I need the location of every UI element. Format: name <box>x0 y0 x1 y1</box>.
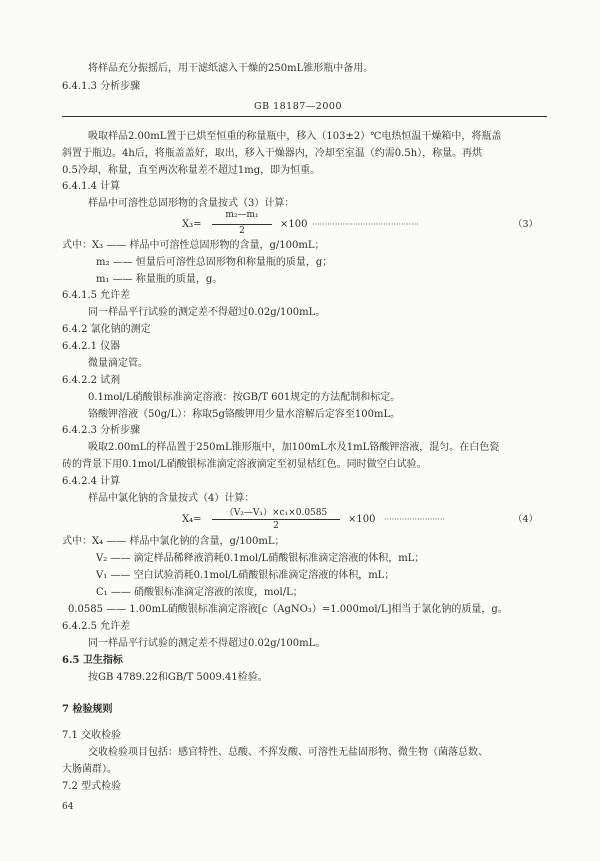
fraction-bar <box>212 224 272 225</box>
section-heading: 6.4.1.4 计算 <box>62 181 121 192</box>
text-line: 0.0585 —— 1.00mL硝酸银标准滴定溶液[c（AgNO₃）=1.000mol/L]相当于氯化钠的质量，g。 <box>68 604 508 615</box>
text-line: 大肠菌群）。 <box>62 764 117 775</box>
section-heading: 6.4.2.5 允许差 <box>62 621 131 632</box>
text-line: 微量滴定管。 <box>88 358 148 369</box>
fraction-bar <box>212 519 340 520</box>
section-heading: 6.4.2.3 分析步骤 <box>62 425 141 436</box>
standard-id: GB 18187—2000 <box>254 101 342 112</box>
text-line: 0.1mol/L硝酸银标准滴定溶液：按GB/T 601规定的方法配制和标定。 <box>88 392 401 403</box>
section-heading: 6.4.2.4 计算 <box>62 476 121 487</box>
text-line: 吸取样品2.00mL置于已烘至恒重的称量瓶中，移入（103±2）℃电热恒温干燥箱中，将瓶盖 <box>88 131 502 142</box>
formula-dots: ························ <box>384 515 446 524</box>
chapter-heading: 7 检验规则 <box>62 704 113 715</box>
text-line: 式中：X₄ —— 样品中氯化钠的含量，g/100mL； <box>62 536 285 547</box>
text-line: V₂ —— 滴定样品稀释液消耗0.1mol/L硝酸银标准滴定溶液的体积，mL； <box>96 553 425 564</box>
formula-numerator: （V₂—V₁）×c₁×0.0585 <box>224 508 328 518</box>
page-number: 64 <box>62 802 74 812</box>
section-heading: 6.5 卫生指标 <box>62 655 123 666</box>
equation-number: （3） <box>513 219 539 230</box>
text-line: 将样品充分振摇后，用干滤纸滤入干燥的250mL锥形瓶中备用。 <box>88 63 374 74</box>
text-line: 吸取2.00mL的样品置于250mL锥形瓶中，加100mL水及1mL铬酸钾溶液，混匀。在白色瓷 <box>88 442 500 453</box>
text-line: 式中：X₃ —— 样品中可溶性总固形物的含量，g/100mL； <box>62 240 325 251</box>
text-line: 同一样品平行试验的测定差不得超过0.02g/100mL。 <box>88 307 326 318</box>
formula-dots: ·········································· <box>312 220 419 229</box>
formula-multiplier: ×100 <box>348 514 376 525</box>
formula-multiplier: ×100 <box>280 219 308 230</box>
equation-number: （4） <box>513 514 539 525</box>
text-line: 同一样品平行试验的测定差不得超过0.02g/100mL。 <box>88 638 326 649</box>
header-rule <box>62 116 547 117</box>
section-heading: 7.1 交收检验 <box>62 730 122 741</box>
text-line: 样品中可溶性总固形物的含量按式（3）计算： <box>88 198 295 209</box>
text-line: 按GB 4789.22和GB/T 5009.41检验。 <box>88 672 268 683</box>
text-line: 砖的背景下用0.1mol/L硝酸银标准滴定溶液滴定至初显桔红色。同时做空白试验。 <box>62 459 427 470</box>
section-heading: 6.4.1.5 允许差 <box>62 290 131 301</box>
formula-denominator: 2 <box>239 226 245 236</box>
formula-lhs: X₃= <box>182 219 202 230</box>
text-line: 交收检验项目包括：感官特性、总酸、不挥发酸、可溶性无盐固形物、微生物（菌落总数、 <box>88 747 488 758</box>
text-line: C₁ —— 硝酸银标准滴定溶液的浓度，mol/L； <box>96 587 303 598</box>
section-heading: 6.4.1.3 分析步骤 <box>62 81 141 92</box>
formula-lhs: X₄= <box>182 514 202 525</box>
formula-numerator: m₂—m₁ <box>225 210 259 220</box>
text-line: 斜置于瓶边。4h后，将瓶盖盖好，取出，移入干燥器内，冷却至室温（约需0.5h），称量。再烘 <box>62 148 483 159</box>
section-heading: 6.4.2 氯化钠的测定 <box>62 324 151 335</box>
section-heading: 6.4.2.1 仪器 <box>62 341 121 352</box>
section-heading: 6.4.2.2 试剂 <box>62 375 121 386</box>
text-line: 样品中氯化钠的含量按式（4）计算： <box>88 493 255 504</box>
text-line: 铬酸钾溶液（50g/L）：称取5g铬酸钾用少量水溶解后定容至100mL。 <box>88 409 401 420</box>
text-line: m₂ —— 恒量后可溶性总固形物和称量瓶的质量，g； <box>96 257 333 268</box>
text-line: m₁ —— 称量瓶的质量，g。 <box>96 274 223 285</box>
text-line: 0.5冷却，称量，直至两次称量差不超过1mg，即为恒重。 <box>62 165 321 176</box>
section-heading: 7.2 型式检验 <box>62 781 122 792</box>
text-line: V₁ —— 空白试验消耗0.1mol/L硝酸银标准滴定溶液的体积，mL； <box>96 570 395 581</box>
formula-denominator: 2 <box>273 521 279 531</box>
